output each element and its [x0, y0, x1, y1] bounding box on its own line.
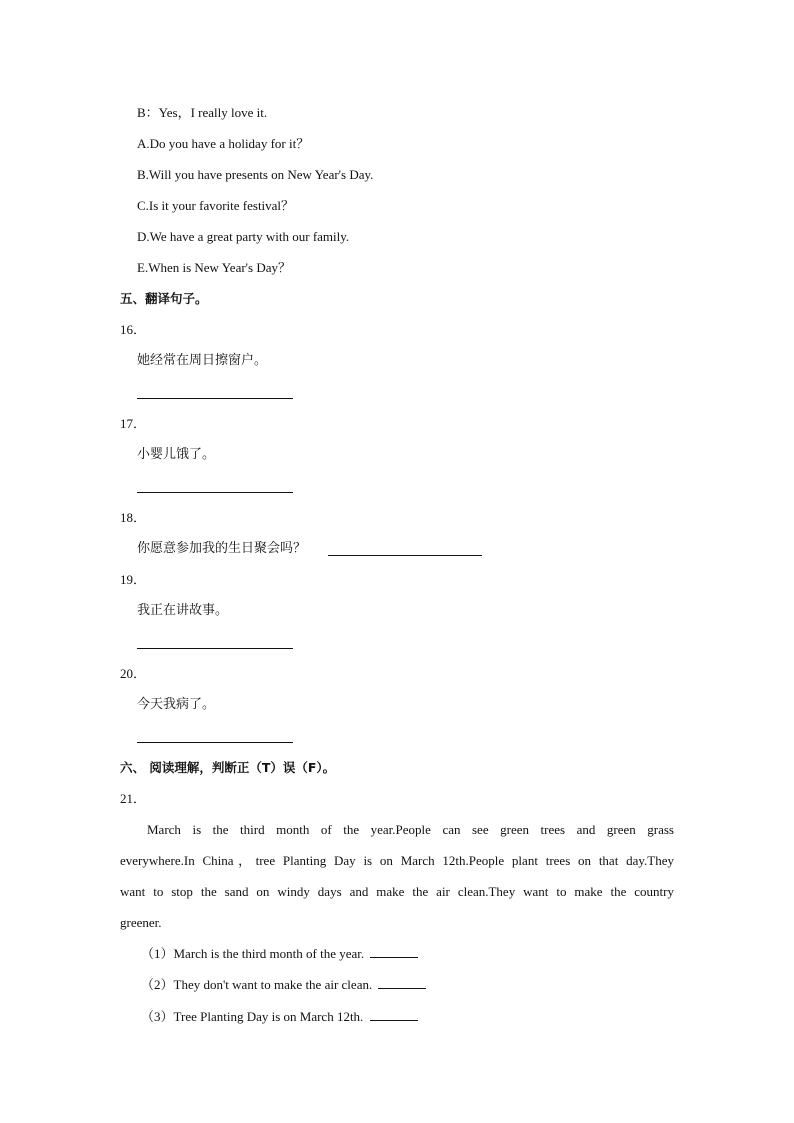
option-e: E.When is New Year's Day？ — [137, 260, 291, 275]
question-18-number: 18． — [120, 510, 147, 525]
question-16-number: 16． — [120, 322, 147, 337]
option-b: B.Will you have presents on New Year's Day. — [137, 167, 374, 182]
tf-answer-blank-1[interactable] — [370, 946, 418, 958]
tf-question-2-text: （2）They don't want to make the air clean. — [141, 977, 373, 992]
passage-line-3: want to stop the sand on windy days and make the air clean.They want to make the country — [120, 884, 674, 899]
answer-blank-17[interactable] — [137, 492, 293, 493]
tf-answer-blank-2[interactable] — [378, 977, 426, 989]
option-d: D.We have a great party with our family. — [137, 229, 350, 244]
question-17-text: 小婴儿饿了。 — [137, 447, 216, 462]
passage-line-4: greener. — [120, 915, 162, 930]
option-c: C.Is it your favorite festival？ — [137, 198, 295, 213]
question-18-row — [137, 541, 306, 557]
passage-line-1: March is the third month of the year.People can see green trees and green grass — [147, 822, 674, 837]
tf-question-1-text: （1）March is the third month of the year. — [141, 946, 365, 961]
section-6-heading: 六、 阅读理解，判断正（T）误（F）。 — [120, 760, 336, 775]
passage-line-2: everywhere.In China，tree Planting Day is on March 12th.People plant trees on that day.They — [120, 853, 674, 868]
answer-blank-18[interactable] — [328, 555, 482, 556]
question-21-number: 21． — [120, 791, 147, 806]
question-17-number: 17． — [120, 416, 147, 431]
tf-question-3 — [141, 1009, 418, 1025]
question-16-text: 她经常在周日擦窗户。 — [137, 353, 268, 368]
tf-answer-blank-3[interactable] — [370, 1009, 418, 1021]
tf-question-1 — [141, 946, 418, 962]
answer-blank-20[interactable] — [137, 742, 293, 743]
option-a: A.Do you have a holiday for it？ — [137, 136, 310, 151]
question-19-number: 19． — [120, 572, 147, 587]
tf-question-2 — [141, 977, 426, 993]
question-18-text: 你愿意参加我的生日聚会吗？ — [137, 541, 307, 556]
section-5-heading: 五、翻译句子。 — [120, 291, 208, 306]
question-20-number: 20． — [120, 666, 147, 681]
dialogue-b-line: B：Yes，I really love it. — [137, 105, 268, 120]
question-20-text: 今天我病了。 — [137, 697, 216, 712]
question-19-text: 我正在讲故事。 — [137, 603, 229, 618]
answer-blank-16[interactable] — [137, 398, 293, 399]
tf-question-3-text: （3）Tree Planting Day is on March 12th. — [141, 1009, 364, 1024]
answer-blank-19[interactable] — [137, 648, 293, 649]
